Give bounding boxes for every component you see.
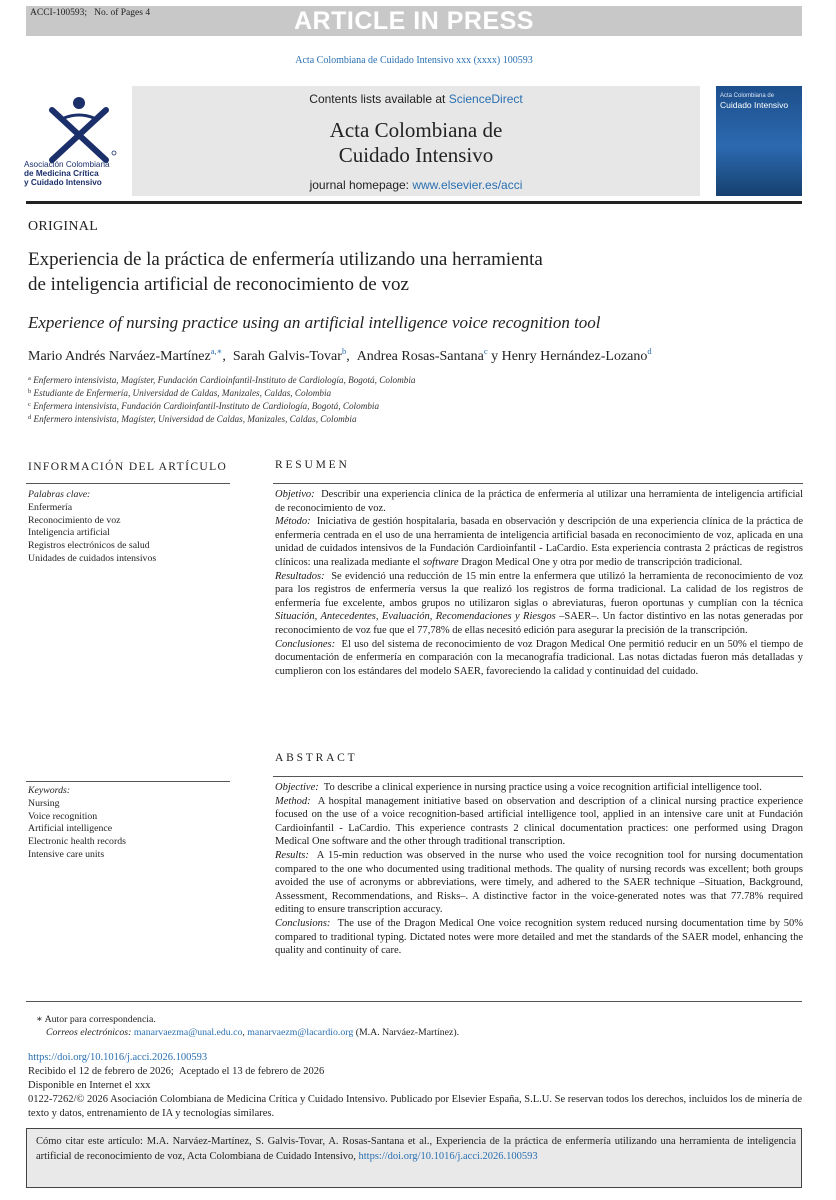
journal-reference-link[interactable]: Acta Colombiana de Cuidado Intensivo xxx (xxxx) 100593	[295, 55, 533, 66]
manuscript-id: ACCI-100593; No. of Pages 4	[30, 8, 151, 18]
abstract-conclusions	[275, 917, 803, 958]
keyword: Electronic health records	[28, 836, 126, 848]
resumen-resultados	[275, 570, 803, 638]
emails-label: Correos electrónicos:	[46, 1027, 132, 1038]
email-link[interactable]: manarvaezma@unal.edu.co	[133, 1027, 243, 1038]
paragraph-text: El uso del sistema de reconocimiento de voz Dragon Medical One permitió reducir en un 50% el tiempo de documentación de enfermería en comparación con la mecanografía tradicional. Las notas dictadas fueron más detalladas y cumplieron con los estándares del modelo SAER, favoreciendo la calidad y continuidad del cuidado.	[275, 638, 804, 677]
journal-homepage-line	[132, 178, 700, 192]
paragraph-label: Objective:	[275, 782, 319, 793]
author-affiliation-mark[interactable]: b	[341, 346, 347, 356]
affiliation	[28, 375, 415, 385]
title-line: de inteligencia artificial de reconocimiento de voz	[28, 274, 409, 295]
paragraph-text: The use of the Dragon Medical One voice recognition system reduced nursing documentation time by 50% compared to traditional typing. Dictated notes were more detailed and met the standards of the SAER model, enhancing the quality and continuity of care.	[275, 917, 804, 957]
online-date: Disponible en Internet el xxx	[28, 1080, 151, 1091]
author-affiliation-mark[interactable]: d	[647, 346, 652, 356]
society-line: Asociación Colombiana	[24, 160, 110, 169]
email-link[interactable]: manarvaezm@lacardio.org	[247, 1027, 354, 1038]
keyword: Registros electrónicos de salud	[28, 540, 150, 552]
abstract-method	[275, 795, 803, 849]
cover-title: Cuidado Intensivo	[720, 100, 789, 110]
author-separator: ,	[346, 349, 357, 364]
corresponding-author-note: ∗ Autor para correspondencia.	[36, 1014, 156, 1025]
keyword: Inteligencia artificial	[28, 527, 110, 539]
author-name[interactable]: Henry Hernández-Lozano	[501, 349, 648, 364]
keywords-en-title: Keywords:	[28, 785, 71, 796]
resumen-conclusiones	[275, 638, 803, 679]
paragraph-label: Conclusions:	[275, 917, 331, 929]
author-name[interactable]: Mario Andrés Narváez-Martínez	[28, 349, 211, 364]
author-affiliation-mark[interactable]: c	[483, 346, 488, 356]
article-in-press-title: ARTICLE IN PRESS	[294, 7, 534, 35]
contents-prefix: Contents lists available at	[309, 92, 449, 106]
author-separator: ,	[222, 349, 233, 364]
footnote-divider	[26, 1001, 802, 1002]
paragraph-text: To describe a clinical experience in nursing practice using a voice recognition artificial intelligence tool.	[323, 782, 762, 793]
affiliation-text: Enfermero intensivista, Magíster, Universidad de Caldas, Manizales, Caldas, Colombia	[33, 414, 357, 424]
affiliation-mark: d	[28, 414, 32, 421]
homepage-link[interactable]: www.elsevier.es/acci	[412, 178, 523, 192]
society-name	[24, 160, 134, 187]
author-affiliation-mark[interactable]: a,∗	[210, 346, 223, 356]
keywords-en	[28, 785, 126, 862]
article-info-heading: INFORMACIÓN DEL ARTÍCULO	[28, 461, 228, 473]
copyright-notice: 0122-7262/© 2026 Asociación Colombiana de Medicina Crítica y Cuidado Intensivo. Publicado por Elsevier España, S.L.U. Se reservan todos los derechos, incluidos los de minería de texto y datos, entrenamiento de IA y tecnologías similares.	[28, 1094, 802, 1119]
keyword: Enfermería	[28, 501, 73, 513]
email-footnote	[46, 1027, 459, 1038]
homepage-prefix: journal homepage:	[309, 178, 413, 192]
citation-text	[36, 1134, 796, 1164]
paragraph-label: Conclusiones:	[275, 638, 336, 650]
doi-link[interactable]: https://doi.org/10.1016/j.acci.2026.100593	[28, 1052, 208, 1063]
paragraph-text: Describir una experiencia clínica de la práctica de enfermería al utilizar una herramienta de inteligencia artificial de reconocimiento de voz.	[275, 489, 804, 514]
paragraph-text: A 15-min reduction was observed in the nurse who used the voice recognition tool for nursing documentation compared to the one who documented using traditional methods. The quality of nursing records was excellent; both groups avoided the use of acronyms or abbreviations, were timely, and adhered to the SAER technique –Situation, Background, Assessment, Recommendations, and Risks–. A distinctive factor in the voice-generated notes was that 77.78% required editing to ensure transcription accuracy.	[275, 849, 803, 916]
paragraph-emphasis: Situación, Antecedentes, Evaluación, Recomendaciones y Riesgos	[275, 611, 556, 623]
resumen-heading: RESUMEN	[275, 459, 350, 471]
journal-title-line: Acta Colombiana de	[329, 118, 503, 142]
citation-doi-link[interactable]: https://doi.org/10.1016/j.acci.2026.100593	[358, 1151, 538, 1162]
paragraph-text: Iniciativa de gestión hospitalaria, basada en observación y descripción de una experiencia clínica de la práctica de enfermería centrada en el uso de una herramienta de inteligencia artificial basada en reconocimiento de voz, aplicada en una unidad de cuidados intensivos de la Fundación Cardioinfantil - LaCardio. Esta experiencia contrasta 2 prácticas de registros clínicos: una realizada mediante el	[275, 516, 804, 568]
paragraph-text: Se evidenció una reducción de 15 min entre la enfermera que utilizó la herramienta de reconocimiento de voz para los registros de enfermería versus la que realizó los registros de forma tradicional. La calidad de los registros de enfermería fue excelente, ambos grupos no utilizaron siglas o abreviaturas, fueron oportunas y cumplían con la técnica	[275, 570, 803, 609]
affiliation-mark: b	[28, 388, 32, 395]
abstract-results	[275, 849, 803, 917]
affiliation-text: Estudiante de Enfermería, Universidad de Caldas, Manizales, Caldas, Colombia	[33, 388, 332, 398]
keyword: Artificial intelligence	[28, 823, 113, 835]
title-line: Experiencia de la práctica de enfermería utilizando una herramienta	[28, 249, 543, 270]
article-title-en: Experience of nursing practice using an artificial intelligence voice recognition tool	[28, 313, 601, 332]
paragraph-text: A hospital management initiative based on observation and description of a clinical nursing practice experience focused on the use of a voice recognition-based artificial intelligence tool, applied in an intensive care unit at Fundación Cardioinfantil - LaCardio. This experience contrasts 2 clinical documentation practices: one performed using Dragon Medical One software and the other through traditional transcription.	[275, 795, 803, 848]
author-list	[28, 346, 802, 365]
keyword: Unidades de cuidados intensivos	[28, 552, 157, 564]
abstract-divider	[273, 776, 803, 777]
resumen-objetivo	[275, 488, 803, 515]
affiliation-mark: c	[28, 401, 31, 408]
email-suffix: (M.A. Narváez-Martínez).	[353, 1027, 460, 1038]
affiliation	[28, 388, 331, 398]
journal-title-line: Cuidado Intensivo	[338, 143, 494, 167]
contents-line	[132, 92, 700, 106]
paragraph-label: Método:	[275, 516, 311, 528]
article-info-divider	[26, 483, 230, 484]
email-separator: ,	[242, 1027, 248, 1038]
sciencedirect-link[interactable]: ScienceDirect	[448, 92, 523, 106]
affiliation	[28, 401, 379, 411]
paragraph-text: Dragon Medical One y otra por medio de transcripción tradicional.	[458, 556, 743, 568]
abstract-body	[275, 781, 803, 958]
resumen-divider	[273, 483, 803, 484]
paragraph-emphasis: software	[422, 556, 459, 568]
cover-title-small: Acta Colombiana de	[720, 93, 775, 99]
received-accepted-dates: Recibido el 12 de febrero de 2026; Aceptado el 13 de febrero de 2026	[28, 1066, 325, 1077]
affiliation-text: Enfermera intensivista, Fundación Cardioinfantil-Instituto de Cardiología, Bogotá, Colombia	[33, 401, 380, 411]
keyword: Voice recognition	[28, 810, 98, 822]
header-divider	[26, 201, 802, 204]
keyword: Nursing	[28, 797, 60, 809]
affiliation-mark: a	[28, 375, 31, 382]
paragraph-label: Objetivo:	[275, 489, 315, 500]
author-name[interactable]: Andrea Rosas-Santana	[356, 349, 484, 364]
citation-body: Cómo citar este artículo: M.A. Narváez-Martínez, S. Galvis-Tovar, A. Rosas-Santana et al., Experiencia de la práctica de enfermería utilizando una herramienta de inteligencia artificial de reconocimiento de voz, Acta Colombiana de Cuidado Intensivo,	[36, 1136, 796, 1162]
affiliation	[28, 414, 357, 424]
keywords-divider	[26, 781, 230, 782]
abstract-heading: ABSTRACT	[275, 752, 358, 764]
article-section: ORIGINAL	[28, 219, 99, 234]
society-line: y Cuidado Intensivo	[24, 178, 102, 187]
keywords-es-title: Palabras clave:	[28, 489, 91, 500]
society-line: de Medicina Crítica	[24, 169, 99, 178]
article-title-es	[28, 247, 728, 297]
author-name[interactable]: Sarah Galvis-Tovar	[232, 349, 342, 364]
keywords-es	[28, 489, 156, 566]
paragraph-label: Results:	[275, 849, 309, 861]
author-separator: y	[487, 349, 502, 364]
resumen-body	[275, 488, 803, 678]
paragraph-label: Resultados:	[275, 570, 325, 582]
journal-title	[132, 118, 700, 168]
affiliation-text: Enfermero intensivista, Magíster, Fundación Cardioinfantil-Instituto de Cardiología, Bogotá, Colombia	[33, 375, 416, 385]
keyword: Intensive care units	[28, 848, 105, 860]
keyword: Reconocimiento de voz	[28, 514, 121, 526]
resumen-metodo	[275, 515, 803, 569]
paragraph-text: –SAER–. Un factor distintivo en las notas generadas por reconocimiento de voz fue que el 77,78% de ellas necesitó edición para asegurar la precisión de la transcripción.	[275, 611, 803, 636]
paragraph-label: Method:	[275, 795, 311, 807]
abstract-objective	[275, 781, 803, 795]
